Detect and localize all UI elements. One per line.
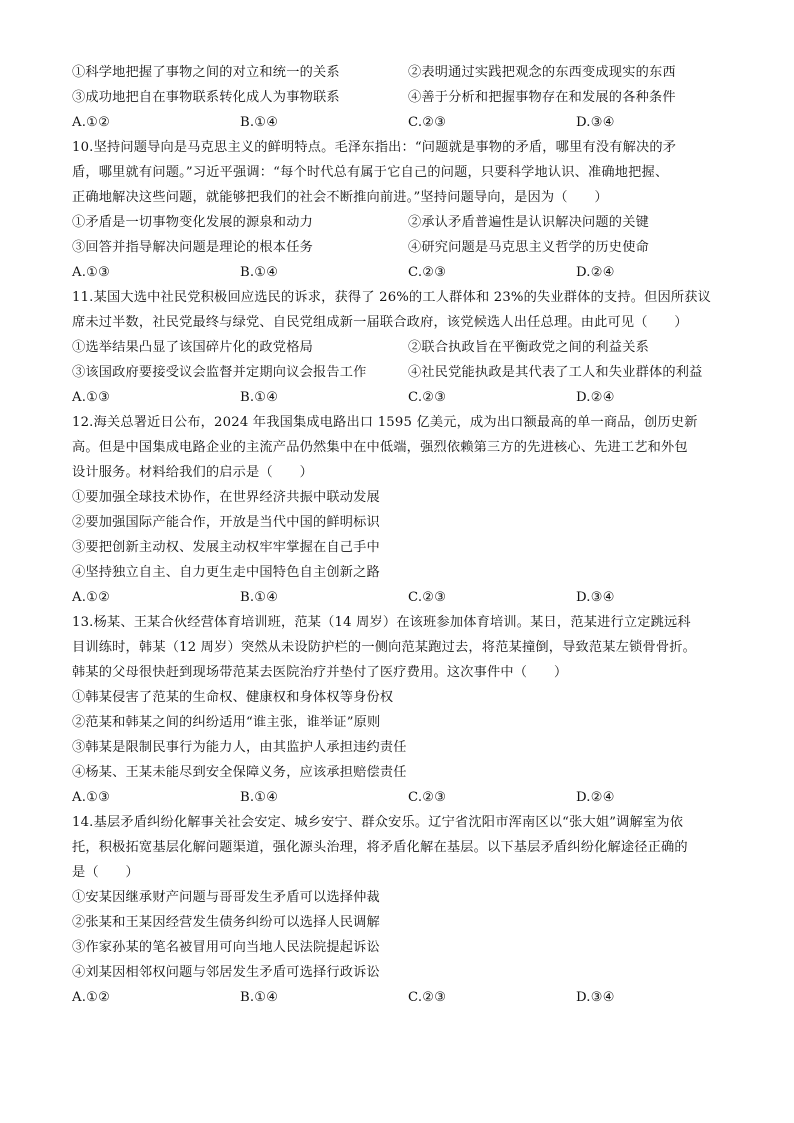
q12-choice-d: D.③④ <box>576 590 615 605</box>
q12-stem-line: 高。但是中国集成电路企业的主流产品仍然集中在中低端，强烈依赖第三方的先进核心、先进工艺和外包 <box>72 440 688 455</box>
q13-option-3: ③韩某是限制民事行为能力人，由其监护人承担违约责任 <box>72 740 407 755</box>
q11-stem-line: 11.某国大选中社民党积极回应选民的诉求，获得了 26%的工人群体和 23%的失业群体的支持。但因所获议 <box>72 290 712 305</box>
q14-choice-b: B.①④ <box>240 990 279 1005</box>
q12-option-4: ④坚持独立自主、自力更生走中国特色自主创新之路 <box>72 565 380 580</box>
q12-option-3: ③要把创新主动权、发展主动权牢牢掌握在自己手中 <box>72 540 380 555</box>
q11-choice-c: C.②③ <box>408 390 447 405</box>
q14-stem-line: 托，积极拓宽基层化解问题渠道，强化源头治理，将矛盾化解在基层。以下基层矛盾纠纷化解途径正确的 <box>72 840 688 855</box>
q9-option-2: ②表明通过实践把观念的东西变成现实的东西 <box>408 65 676 80</box>
q14-choice-d: D.③④ <box>576 990 615 1005</box>
q11-option-2: ②联合执政旨在平衡政党之间的利益关系 <box>408 340 649 355</box>
q12-choice-b: B.①④ <box>240 590 279 605</box>
q11-option-1: ①选举结果凸显了该国碎片化的政党格局 <box>72 340 313 355</box>
q14-option-2: ②张某和王某因经营发生债务纠纷可以选择人民调解 <box>72 915 380 930</box>
q9-choice-d: D.③④ <box>576 115 615 130</box>
q11-choice-d: D.②④ <box>576 390 615 405</box>
q11-option-3: ③该国政府要接受议会监督并定期向议会报告工作 <box>72 365 367 380</box>
q11-choice-a: A.①③ <box>72 390 111 405</box>
q9-option-4: ④善于分析和把握事物存在和发展的各种条件 <box>408 90 676 105</box>
q13-stem-line: 韩某的父母很快赶到现场带范某去医院治疗并垫付了医疗费用。这次事件中（ ） <box>72 665 568 680</box>
q9-choice-b: B.①④ <box>240 115 279 130</box>
q12-stem-line: 12.海关总署近日公布，2024 年我国集成电路出口 1595 亿美元，成为出口额最高的单一商品，创历史新 <box>72 415 698 430</box>
q13-option-4: ④杨某、王某未能尽到安全保障义务，应该承担赔偿责任 <box>72 765 407 780</box>
q9-choice-c: C.②③ <box>408 115 447 130</box>
q13-choice-d: D.②④ <box>576 790 615 805</box>
q9-choice-a: A.①② <box>72 115 111 130</box>
q14-option-3: ③作家孙某的笔名被冒用可向当地人民法院提起诉讼 <box>72 940 380 955</box>
q13-stem-line: 目训练时，韩某（12 周岁）突然从未设防护栏的一侧向范某跑过去，将范某撞倒，导致范某左锁骨骨折。 <box>72 640 697 655</box>
q13-option-1: ①韩某侵害了范某的生命权、健康权和身体权等身份权 <box>72 690 394 705</box>
q10-option-1: ①矛盾是一切事物变化发展的源泉和动力 <box>72 215 313 230</box>
q14-option-4: ④刘某因相邻权问题与邻居发生矛盾可选择行政诉讼 <box>72 965 380 980</box>
q11-stem-line: 席未过半数，社民党最终与绿党、自民党组成新一届联合政府，该党候选人出任总理。由此可见（ ） <box>72 315 688 330</box>
q14-choice-c: C.②③ <box>408 990 447 1005</box>
q14-choice-a: A.①② <box>72 990 111 1005</box>
q14-stem-line: 是（ ） <box>72 865 139 880</box>
q10-option-3: ③回答并指导解决问题是理论的根本任务 <box>72 240 313 255</box>
q13-option-2: ②范某和韩某之间的纠纷适用“谁主张，谁举证”原则 <box>72 715 381 730</box>
q11-option-4: ④社民党能执政是其代表了工人和失业群体的利益 <box>408 365 703 380</box>
q10-option-2: ②承认矛盾普遍性是认识解决问题的关键 <box>408 215 649 230</box>
q9-option-3: ③成功地把自在事物联系转化成人为事物联系 <box>72 90 340 105</box>
q10-choice-a: A.①③ <box>72 265 111 280</box>
q12-stem-line: 设计服务。材料给我们的启示是（ ） <box>72 465 313 480</box>
q10-option-4: ④研究问题是马克思主义哲学的历史使命 <box>408 240 649 255</box>
q10-choice-d: D.②④ <box>576 265 615 280</box>
q10-stem-line: 正确地解决这些问题，就能够把我们的社会不断推向前进。”坚持问题导向，是因为（ ） <box>72 190 608 205</box>
q12-choice-c: C.②③ <box>408 590 447 605</box>
q14-stem-line: 14.基层矛盾纠纷化解事关社会安定、城乡安宁、群众安乐。辽宁省沈阳市浑南区以“张大姐”调解室为依 <box>72 815 684 830</box>
q13-choice-b: B.①④ <box>240 790 279 805</box>
q12-choice-a: A.①② <box>72 590 111 605</box>
q9-option-1: ①科学地把握了事物之间的对立和统一的关系 <box>72 65 340 80</box>
q12-option-2: ②要加强国际产能合作，开放是当代中国的鲜明标识 <box>72 515 380 530</box>
q13-choice-c: C.②③ <box>408 790 447 805</box>
q13-choice-a: A.①③ <box>72 790 111 805</box>
q10-choice-b: B.①④ <box>240 265 279 280</box>
q10-choice-c: C.②③ <box>408 265 447 280</box>
q13-stem-line: 13.杨某、王某合伙经营体育培训班，范某（14 周岁）在该班参加体育培训。某日，范某进行立定跳远科 <box>72 615 691 630</box>
q10-stem-line: 10.坚持问题导向是马克思主义的鲜明特点。毛泽东指出：“问题就是事物的矛盾，哪里有没有解决的矛 <box>72 140 677 155</box>
q10-stem-line: 盾，哪里就有问题。”习近平强调：“每个时代总有属于它自己的问题，只要科学地认识、准确地把握、 <box>72 165 669 180</box>
q12-option-1: ①要加强全球技术协作，在世界经济共振中联动发展 <box>72 490 380 505</box>
q11-choice-b: B.①④ <box>240 390 279 405</box>
q14-option-1: ①安某因继承财产问题与哥哥发生矛盾可以选择仲裁 <box>72 890 380 905</box>
